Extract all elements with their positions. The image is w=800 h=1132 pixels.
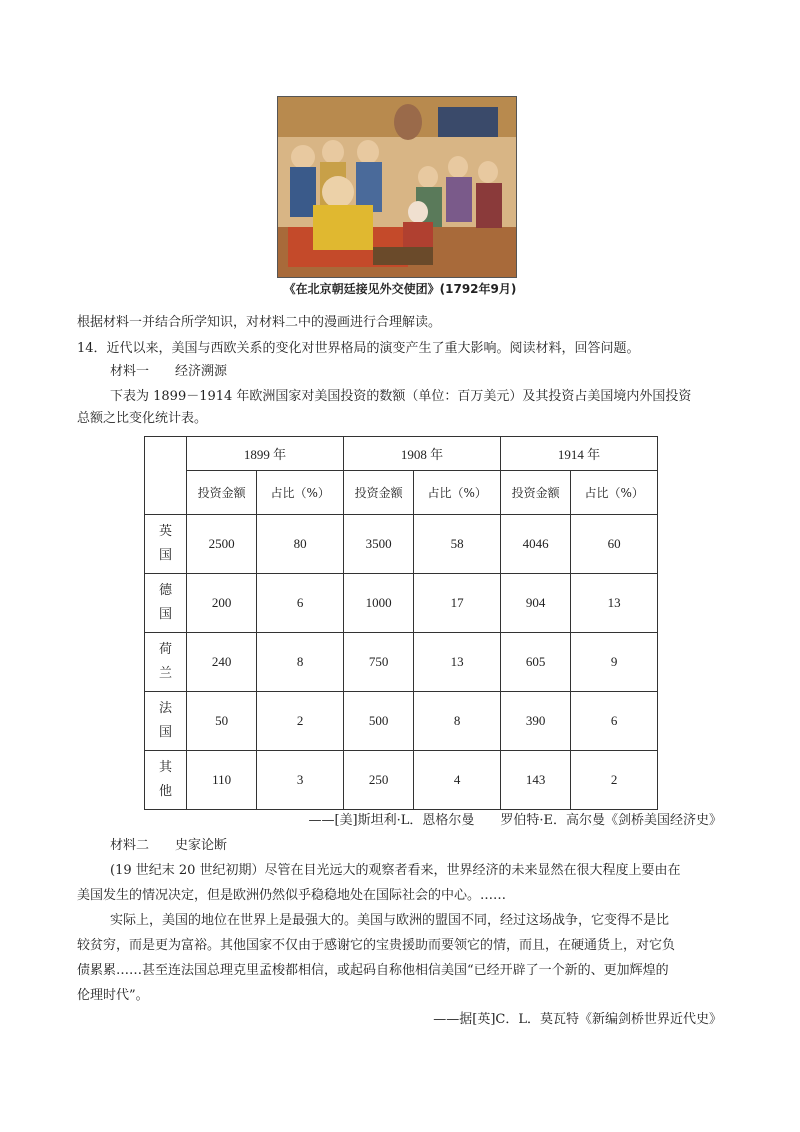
table-cell: 50 [187,692,257,751]
subheader-amount: 投资金额 [187,471,257,515]
table-cell: 6 [571,692,658,751]
subheader-share: 占比（%） [257,471,344,515]
table-intro-line-1: 下表为 1899－1914 年欧洲国家对美国投资的数额（单位：百万美元）及其投资占美国境内外国投资 [110,389,692,404]
table-cell: 143 [500,751,570,810]
row-country: 德 国 [145,574,187,633]
subheader-share: 占比（%） [571,471,658,515]
material-1-heading: 材料一 经济溯源 [110,364,228,379]
cartoon-illustration [278,97,516,277]
material-2-paragraph-2-line-3: 债累累……甚至连法国总理克里孟梭都相信，或起码自称他相信美国“已经开辟了一个新的、更加辉煌的 [77,963,669,978]
table-cell: 17 [414,574,501,633]
table-cell: 13 [571,574,658,633]
question-14-stem: 14．近代以来，美国与西欧关系的变化对世界格局的演变产生了重大影响。阅读材料，回答问题。 [77,341,640,356]
table-corner-cell [145,437,187,515]
table-cell: 80 [257,515,344,574]
table-year-header-row [145,437,658,471]
material-2-paragraph-2-line-4: 伦理时代”。 [77,988,149,1003]
subheader-amount: 投资金额 [500,471,570,515]
table-cell: 8 [257,633,344,692]
table-cell: 390 [500,692,570,751]
subheader-amount: 投资金额 [343,471,413,515]
table-row [145,574,658,633]
table-cell: 13 [414,633,501,692]
table-source: ——[美]斯坦利·L．恩格尔曼 罗伯特·E．高尔曼《剑桥美国经济史》 [308,813,722,828]
year-header-1908: 1908 年 [343,437,500,471]
material-2-paragraph-2-line-1: 实际上，美国的地位在世界上是最强大的。美国与欧洲的盟国不同，经过这场战争，它变得不是比 [110,913,670,928]
table-cell: 3 [257,751,344,810]
material-2-paragraph-1-line-1: (19 世纪末 20 世纪初期）尽管在目光远大的观察者看来，世界经济的未来显然在很大程度上要由在 [110,863,681,878]
material-2-source: ——据[英]C．L．莫瓦特《新编剑桥世界近代史》 [433,1012,722,1027]
table-cell: 2 [257,692,344,751]
material-2-paragraph-1-line-2: 美国发生的情况决定，但是欧洲仍然似乎稳稳地处在国际社会的中心。…… [77,888,507,903]
row-country: 法 国 [145,692,187,751]
table-cell: 110 [187,751,257,810]
cartoon-image [277,96,517,278]
table-cell: 2 [571,751,658,810]
material-2-paragraph-2-line-2: 较贫穷，而是更为富裕。其他国家不仅由于感谢它的宝贵援助而要领它的情，而且，在硬通货上，对它负 [77,938,676,953]
table-subheader-row [145,471,658,515]
table-intro-line-2: 总额之比变化统计表。 [77,411,208,426]
table-cell: 2500 [187,515,257,574]
table-cell: 58 [414,515,501,574]
table-cell: 500 [343,692,413,751]
table-row [145,692,658,751]
table-cell: 250 [343,751,413,810]
table-cell: 200 [187,574,257,633]
table-cell: 1000 [343,574,413,633]
material-2-heading: 材料二 史家论断 [110,838,228,853]
table-row [145,515,658,574]
table-cell: 3500 [343,515,413,574]
investment-table [144,436,658,810]
table-cell: 240 [187,633,257,692]
image-caption: 《在北京朝廷接见外交使团》(1792年9月) [283,282,517,296]
table-cell: 904 [500,574,570,633]
table-row [145,633,658,692]
row-country: 荷 兰 [145,633,187,692]
question-13-instruction: 根据材料一并结合所学知识，对材料二中的漫画进行合理解读。 [77,315,442,330]
table-cell: 4 [414,751,501,810]
table-cell: 605 [500,633,570,692]
year-header-1899: 1899 年 [187,437,344,471]
subheader-share: 占比（%） [414,471,501,515]
table-cell: 60 [571,515,658,574]
row-country: 其 他 [145,751,187,810]
table-cell: 9 [571,633,658,692]
table-cell: 4046 [500,515,570,574]
table-cell: 750 [343,633,413,692]
table-cell: 8 [414,692,501,751]
table-cell: 6 [257,574,344,633]
row-country: 英 国 [145,515,187,574]
year-header-1914: 1914 年 [500,437,657,471]
table-row [145,751,658,810]
